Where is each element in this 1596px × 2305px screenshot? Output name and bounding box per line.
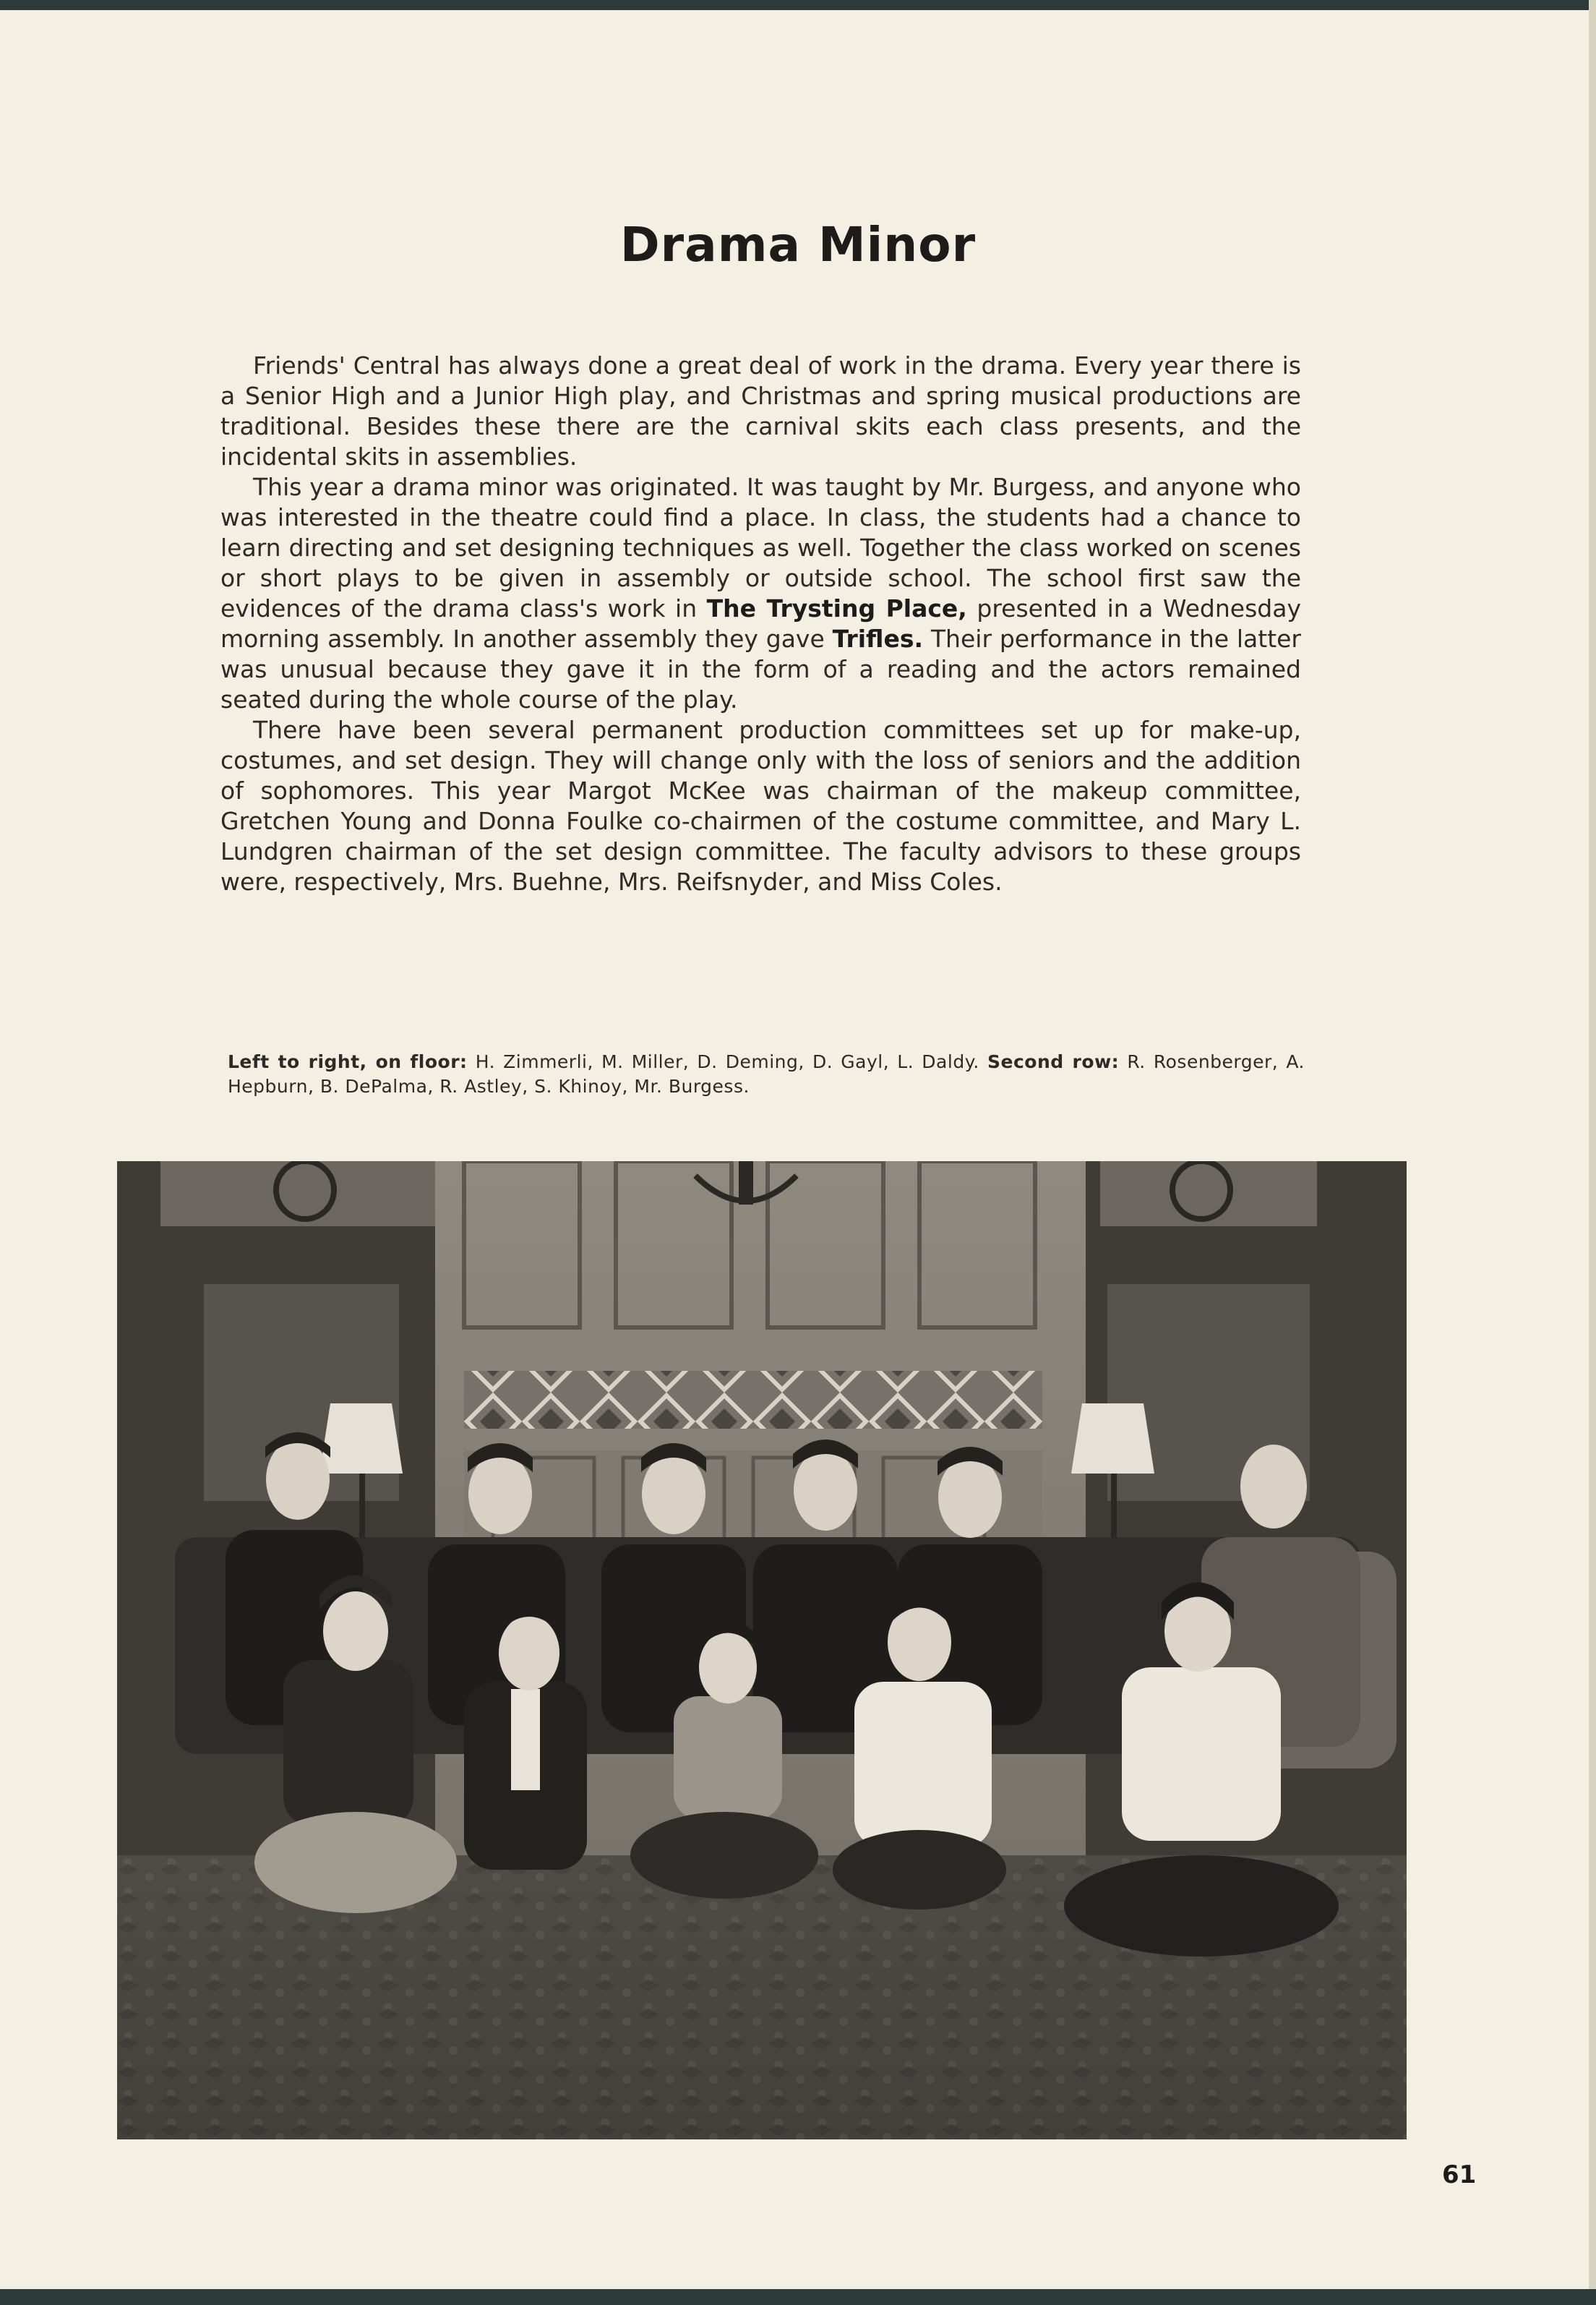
paragraph-3: There have been several permanent production committees set up for make-up, costumes, and set design. They will change only with the loss of seniors and the addition of sophomores. This year Margot McKee was chairman of the makeup committee, Gretchen Young and Donna Foulke co-chairmen of the costume committee, and Mary L. Lundgren chairman of the set design committee. The faculty advisors to these groups were, respectively, Mrs. Buehne, Mrs. Reifsnyder, and Miss Coles. bbox=[220, 716, 1301, 896]
paragraph-2 bbox=[220, 472, 1301, 715]
play-title-trifles: Trifles. bbox=[832, 625, 924, 653]
caption-second-row-label: Second row: bbox=[987, 1051, 1120, 1072]
page-number: 61 bbox=[1442, 2160, 1477, 2189]
caption-floor-label: Left to right, on floor: bbox=[228, 1051, 468, 1072]
group-photo bbox=[117, 1161, 1407, 2139]
page-right-edge bbox=[1589, 0, 1596, 2305]
paragraph-2-text-b: presented in a Wednesday morning assembly. In another assembly they gave bbox=[220, 594, 1301, 653]
page-top-edge bbox=[0, 0, 1596, 10]
photo-caption bbox=[228, 1050, 1305, 1099]
paragraph-2-text-c: Their performance in the latter was unusual because they gave it in the form of a reading and the actors remained seated during the whole course of the play. bbox=[220, 625, 1301, 714]
page-title: Drama Minor bbox=[619, 217, 977, 273]
article-body bbox=[220, 351, 1301, 897]
caption-second-row-names: R. Rosenberger, A. Hepburn, B. DePalma, R. Astley, S. Khinoy, Mr. Burgess. bbox=[228, 1051, 1305, 1097]
play-title-trysting-place: The Trysting Place, bbox=[706, 594, 967, 623]
caption-floor-names: H. Zimmerli, M. Miller, D. Deming, D. Gayl, L. Daldy. bbox=[475, 1051, 979, 1072]
paragraph-1: Friends' Central has always done a great deal of work in the drama. Every year there is a Senior High and a Junior High play, and Christmas and spring musical productions are traditional. Besides these there are the carnival skits each class presents, and the incidental skits in assemblies. bbox=[220, 351, 1301, 471]
page-bottom-edge bbox=[0, 2289, 1596, 2305]
paragraph-2-text-a: This year a drama minor was originated. It was taught by Mr. Burgess, and anyone who was interested in the theatre could find a place. In class, the students had a chance to learn directing and set designing techniques as well. Together the class worked on scenes or short plays to be given in assembly or outside school. The school first saw the evidences of the drama class's work in bbox=[220, 473, 1301, 623]
